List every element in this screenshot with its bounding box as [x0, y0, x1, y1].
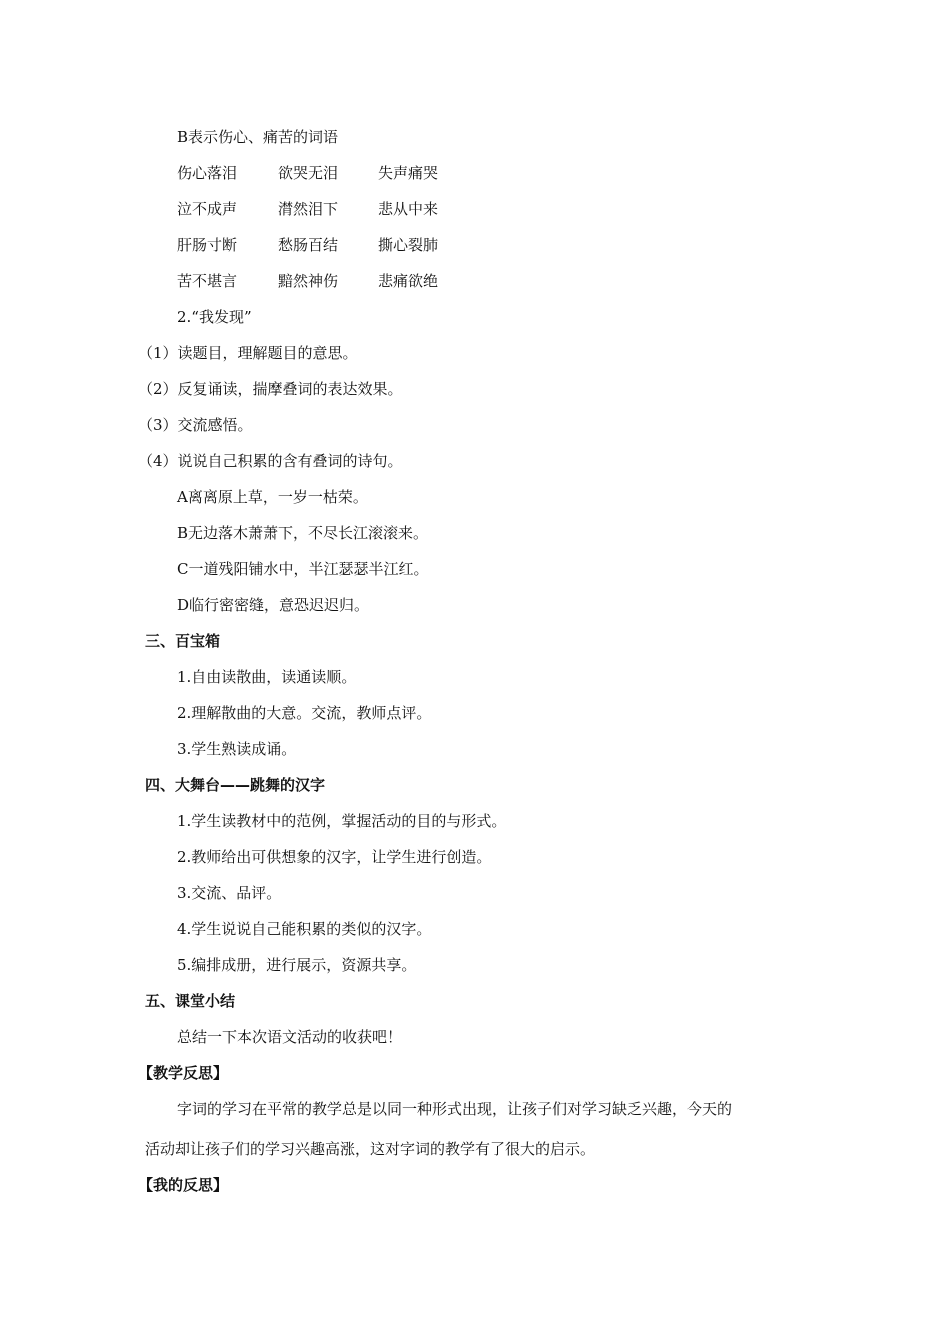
- summary-text: 总结一下本次语文活动的收获吧！: [177, 1028, 403, 1046]
- word-cell: 苦不堪言: [177, 272, 238, 290]
- list-item: 1.学生读教材中的范例，掌握活动的目的与形式。: [177, 812, 507, 830]
- list-item: 4.学生说说自己能积累的类似的汉字。: [177, 920, 432, 938]
- word-cell: 失声痛哭: [378, 164, 439, 182]
- section-heading: 四、大舞台——跳舞的汉字: [145, 776, 326, 794]
- word-cell: 伤心落泪: [177, 164, 238, 182]
- poem-line: C一道残阳铺水中，半江瑟瑟半江红。: [177, 560, 429, 578]
- word-cell: 悲痛欲绝: [378, 272, 439, 290]
- discover-step: （1）读题目，理解题目的意思。: [138, 344, 358, 362]
- section-heading: 五、课堂小结: [145, 992, 236, 1010]
- reflection-paragraph-line: 字词的学习在平常的教学总是以同一种形式出现，让孩子们对学习缺乏兴趣，今天的: [177, 1100, 733, 1118]
- section-heading: 三、百宝箱: [145, 632, 221, 650]
- list-item: 5.编排成册，进行展示，资源共享。: [177, 956, 417, 974]
- word-cell: 撕心裂肺: [378, 236, 439, 254]
- word-cell: 欲哭无泪: [278, 164, 339, 182]
- poem-line: A离离原上草，一岁一枯荣。: [177, 488, 368, 506]
- my-reflection-heading: 【我的反思】: [138, 1176, 229, 1194]
- list-item: 2.教师给出可供想象的汉字，让学生进行创造。: [177, 848, 492, 866]
- list-item: 3.学生熟读成诵。: [177, 740, 297, 758]
- word-cell: 泣不成声: [177, 200, 238, 218]
- list-item: 3.交流、品评。: [177, 884, 282, 902]
- list-item: 2.理解散曲的大意。交流，教师点评。: [177, 704, 432, 722]
- discover-step: （4）说说自己积累的含有叠词的诗句。: [138, 452, 403, 470]
- poem-line: D临行密密缝，意恐迟迟归。: [177, 596, 370, 614]
- poem-line: B无边落木萧萧下，不尽长江滚滚来。: [177, 524, 429, 542]
- discover-title: 2.“我发现”: [177, 308, 252, 326]
- word-cell: 肝肠寸断: [177, 236, 238, 254]
- discover-step: （2）反复诵读，揣摩叠词的表达效果。: [138, 380, 403, 398]
- subheading-b: B表示伤心、痛苦的词语: [177, 128, 339, 146]
- word-cell: 黯然神伤: [278, 272, 339, 290]
- word-cell: 悲从中来: [378, 200, 439, 218]
- word-cell: 潸然泪下: [278, 200, 339, 218]
- reflection-paragraph-line: 活动却让孩子们的学习兴趣高涨，这对字词的教学有了很大的启示。: [145, 1140, 596, 1158]
- word-cell: 愁肠百结: [278, 236, 339, 254]
- reflection-heading: 【教学反思】: [138, 1064, 229, 1082]
- list-item: 1.自由读散曲，读通读顺。: [177, 668, 357, 686]
- discover-step: （3）交流感悟。: [138, 416, 253, 434]
